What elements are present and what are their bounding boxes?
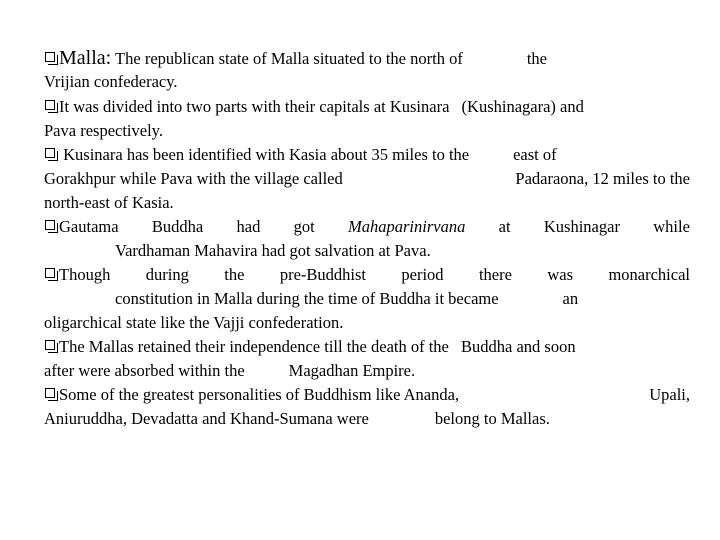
- heading-malla: Malla:: [59, 47, 112, 69]
- text-fragment: oligarchical state like the Vajji confederation.: [44, 313, 344, 332]
- text-fragment: Kusinara has been identified with Kasia about 35 miles to the: [63, 145, 470, 164]
- text-fragment: Though: [59, 265, 111, 284]
- line-2: [44, 70, 690, 94]
- text-fragment: Vrijian confederacy.: [44, 72, 178, 91]
- text-fragment: had: [236, 217, 261, 236]
- text-fragment: constitution in Malla during the time of Buddha it became: [115, 289, 499, 308]
- line-16: [44, 407, 690, 431]
- line-5: [44, 143, 690, 167]
- text-fragment: Upali,: [649, 385, 690, 404]
- text-fragment: was: [547, 265, 574, 284]
- text-fragment: there: [478, 265, 512, 284]
- text-fragment: The Mallas retained their independence till the death of the: [59, 337, 449, 356]
- line-7: [44, 191, 690, 215]
- checkbox-bullet-icon: [44, 219, 58, 233]
- checkbox-bullet-icon: [44, 339, 58, 353]
- text-fragment: pre-Buddhist: [279, 265, 366, 284]
- text-fragment: the: [224, 265, 245, 284]
- line-15: [44, 383, 690, 407]
- checkbox-bullet-icon: [44, 147, 58, 161]
- text-fragment: Kushinagar: [543, 217, 620, 236]
- line-14: [44, 359, 690, 383]
- text-fragment: while: [653, 217, 690, 236]
- checkbox-bullet-icon: [44, 51, 58, 65]
- italic-term: Mahaparinirvana: [348, 217, 466, 236]
- text-fragment: Gautama: [59, 217, 119, 236]
- text-fragment: Gorakhpur while Pava with the village called: [44, 169, 343, 188]
- line-13: [44, 335, 690, 359]
- text-fragment: Some of the greatest personalities of Buddhism like Ananda,: [59, 385, 460, 404]
- text-fragment: Aniuruddha, Devadatta and Khand-Sumana were: [44, 409, 369, 428]
- text-fragment: period: [401, 265, 444, 284]
- checkbox-bullet-icon: [44, 387, 58, 401]
- checkbox-bullet-icon: [44, 267, 58, 281]
- line-11: [115, 287, 690, 311]
- text-fragment: Buddha and soon: [461, 337, 576, 356]
- text-fragment: (Kushinagara) and: [461, 97, 584, 116]
- line-4: [44, 119, 690, 143]
- line-10: [44, 263, 690, 287]
- text-fragment: The republican state of Malla situated to the north of: [115, 49, 463, 68]
- text-fragment: after were absorbed within the: [44, 361, 245, 380]
- line-3: [44, 95, 690, 119]
- line-6: [44, 167, 690, 191]
- text-fragment: Vardhaman Mahavira had got salvation at Pava.: [115, 241, 431, 260]
- text-fragment: Buddha: [151, 217, 204, 236]
- text-fragment: Padaraona, 12 miles to the: [515, 169, 690, 188]
- text-fragment: got: [293, 217, 315, 236]
- text-fragment: during: [145, 265, 189, 284]
- text-fragment: at: [498, 217, 511, 236]
- line-8: [44, 215, 690, 239]
- line-9: [115, 239, 690, 263]
- text-fragment: Magadhan Empire.: [288, 361, 416, 380]
- text-fragment: the: [526, 49, 547, 68]
- line-1: [44, 46, 690, 71]
- line-12: [44, 311, 690, 335]
- text-fragment: It was divided into two parts with their capitals at Kusinara: [59, 97, 450, 116]
- text-fragment: Pava respectively.: [44, 121, 163, 140]
- text-fragment: an: [562, 289, 579, 308]
- text-fragment: east of: [513, 145, 557, 164]
- text-fragment: belong to Mallas.: [434, 409, 550, 428]
- text-fragment: north-east of Kasia.: [44, 193, 174, 212]
- text-fragment: monarchical: [608, 265, 690, 284]
- checkbox-bullet-icon: [44, 99, 58, 113]
